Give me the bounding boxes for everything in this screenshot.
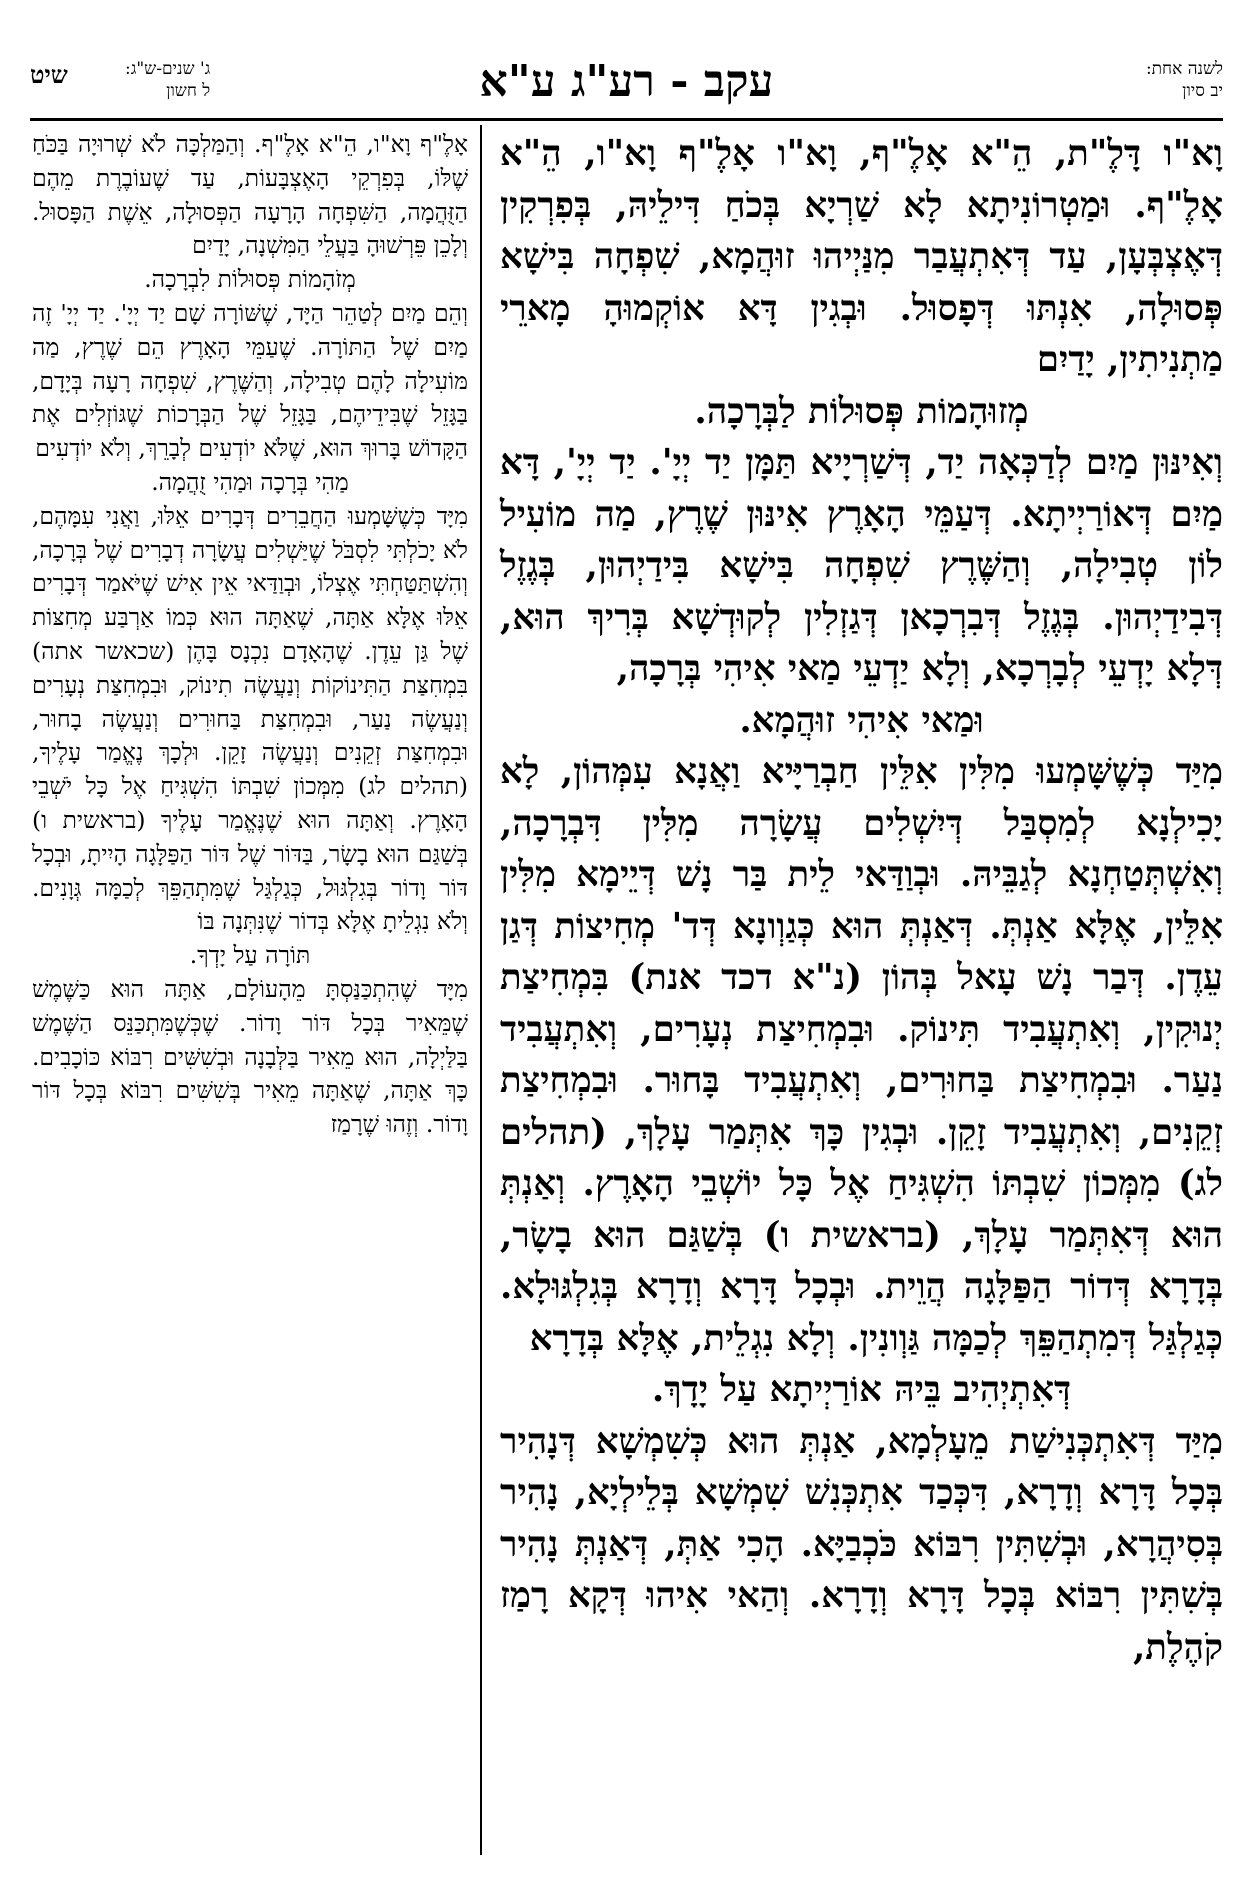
aramaic-paragraph: מִיַּד כְּשֶׁשָּׁמְעוּ מִלִּין אִלֵּין חַבְרַיָּיא וַאֲנָא עִמְּהוֹן, לָא יָכִילְנָא לְמִסְבַּל דְּיִשְׁלִים עֲשָׂרָה מִלִּין דִּבְרָכָה, וְאִשְׁתְּטַחְנָא לְגַבֵּיהּ. וּבְוַדַּאי לֵית בַּר נָשׁ דְּיֵימָא מִלִּין אִלֵּין, אֶלָּא אַנְתְּ. דְּאַנְתְּ הוּא כְּגַוְונָא דְּד' מְחִיצוֹת דְּגַן עֵדֶן. דְּבַר נָשׁ עָאל בְּהוֹן (נ"א דכד אנת) בִּמְחִיצַת יְנוּקִין, וְאִתְעֲבִיד תִּינוֹק. וּבִמְחִיצַת נְעָרִים, וְאִתְעֲבִיד נַעַר. וּבִמְחִיצַת בַּחוּרִים, וְאִתְעֲבִיד בָּחוּר. וּבִמְחִיצַת זְקֵנִים, וְאִתְעֲבִיד זָקֵן. וּבְגִין כָּךְ אִתְּמַר עָלָךְ, (תהלים לג) מִמְּכוֹן שִׁבְתּוֹ הִשְׁגִּיחַ אֶל כָּל יוֹשְׁבֵי הָאָרֶץ. וְאַנְתְּ הוּא דְּאִתְּמַר עָלָךְ, (בראשית ו) בְּשַׁגַּם הוּא בָשָׂר, בְּדָרָא דְּדוֹר הַפַּלָּגָה הֲוֵית. וּבְכָל דָּרָא וְדָרָא בְּגִלְגּוּלָא. כְּגַלְגַּל דְּמִתְהַפֵּךְ לְכַמָּה גַּוְונִין. וְלָא נִגְלֵית, אֶלָּא בְּדָרָא [500, 751, 1223, 1359]
aramaic-paragraph-end: מְזוּהָמוֹת פְּסוּלוֹת לַבְּרָכָה. [694, 390, 1029, 432]
schedule-three-years-date: ל חשון [166, 81, 211, 101]
column-divider [480, 125, 482, 1855]
page-header [30, 52, 1223, 122]
aramaic-paragraph: וְאִינּוּן מַיִם לְדַכְּאָה יַד, דְּשַׁרְיָיא תַּמָּן יַד יְיָ'. יַד יְיָ', דָּא מַיִם דְּאוֹרַיְיתָא. דְּעַמֵּי הָאָרֶץ אִינּוּן שֶׁרֶץ, מַה מוֹעִיל לוֹן טְבִילָה, וְהַשֶּׁרֶץ שִׁפְחָה בִּישָׁא בִּידַיְהוּן, בְּגֶזֶל דְּבִידַיְהוּן. בְּגֶזֶל דְּבִרְכָאן דְּגַזְלִין לְקוּדְשָׁא בְּרִיךְ הוּא, דְּלָא יָדְעֵי לְבָרְכָא, וְלָא יַדְעֵי מַאי אִיהִי בְּרָכָה, [500, 442, 1223, 689]
aramaic-paragraph-end: וּמַאי אִיהִי זוּהֲמָא. [739, 699, 984, 741]
aramaic-column [500, 128, 1223, 1673]
hebrew-paragraph: מִיָּד שֶׁהִתְכַּנַּסְתָּ מֵהָעוֹלָם, אַתָּה הוּא כַּשֶּׁמֶשׁ שֶׁמֵּאִיר בְּכָל דּוֹר וָדוֹר. שֶׁכְּשֶׁמִּתְכַּנֵּס הַשֶּׁמֶשׁ בַּלַּיְלָה, הוּא מֵאִיר בַּלְּבָנָה וּבְשִׁשִּׁים רִבּוֹא כּוֹכָבִים. כָּךְ אַתָּה, שֶׁאַתָּה מֵאִיר בְּשִׁשִּׁים רִבּוֹא בְּכָל דּוֹר וָדוֹר. וְזֶהוּ שֶׁרָמַז [32, 974, 468, 1139]
hebrew-translation-column [32, 128, 468, 1142]
hebrew-paragraph: מִיָּד כְּשֶׁשָּׁמְעוּ הַחֲבֵרִים דְּבָרִים אֵלּוּ, וַאֲנִי עִמָּהֶם, לֹא יָכֹלְתִּי לִסְבֹּל שֶׁיַּשְׁלִים עֲשָׂרָה דְבָרִים שֶׁל בְּרָכָה, וְהִשְׁתַּטַּחְתִּי אֶצְלוֹ, וּבְוַדַּאי אֵין אִישׁ שֶׁיֹּאמַר דְּבָרִים אֵלּוּ אֶלָּא אַתָּה, שֶׁאַתָּה הוּא כְּמוֹ אַרְבַּע מְחִצּוֹת שֶׁל גַּן עֵדֶן. שֶׁהָאָדָם נִכְנָס בָּהֶן (שכאשר אתה) בִּמְחִצַּת הַתִּינוֹקוֹת וְנַעֲשֶׂה תִינוֹק, וּבִמְחִצַּת נְעָרִים וְנַעֲשֶׂה נַעַר, וּבִמְחִצַּת בַּחוּרִים וְנַעֲשֶׂה בָחוּר, וּבִמְחִצַּת זְקֵנִים וְנַעֲשֶׂה זָקֵן. וּלְכָךְ נֶאֱמַר עָלֶיךָ, (תהלים לג) מִמְּכוֹן שִׁבְתּוֹ הִשְׁגִּיחַ אֶל כָּל יֹשְׁבֵי הָאָרֶץ. וְאַתָּה הוּא שֶׁנֶּאֱמַר עָלֶיךָ (בראשית ו) בְּשַׁגַּם הוּא בָשָׂר, בַּדּוֹר שֶׁל דּוֹר הַפַּלָּגָה הָיִיתָ, וּבְכָל דּוֹר וָדוֹר בְּגִלְגּוּל, כְּגַלְגַּל שֶׁמִּתְהַפֵּךְ לְכַמָּה גְּוָנִים. וְלֹא נִגְלֵיתָ אֶלָּא בְּדוֹר שֶׁנִּתְּנָה בּוֹ [32, 501, 468, 936]
aramaic-paragraph: וָא"ו דָּלֶ"ת, הֵ"א אָלֶ"ף, וָא"ו אָלֶ"ף וָא"ו, הֵ"א אָלֶ"ף. וּמַטְרוֹנִיתָא לָא שַׁרְיָא בְּכֹחַ דִּילֵיהּ, בְּפִרְקִין דְּאֶצְבְּעָן, עַד דְּאִתְעֲבַר מִנַּיְיהוּ זוּהֲמָא, שִׁפְחָה בִּישָׁא פְּסוּלָה, אִנְתּוּ דְּפָסוּל. וּבְגִין דָּא אוֹקְמוּהָ מָארֵי מַתְנִיתִין, יָדַיִם [500, 133, 1223, 380]
hebrew-paragraph-end: תּוֹרָה עַל יָדְךָ. [189, 941, 311, 970]
hebrew-paragraph: וְהֵם מַיִם לְטַהֵר הַיָּד, שֶׁשּׁוֹרָה שָׁם יַד יְיָ'. יַד יְיָ' זֶה מַיִם שֶׁל הַתּוֹרָה. שֶׁעַמֵּי הָאָרֶץ הֵם שֶׁרֶץ, מַה מּוֹעִילָה לָהֶם טְבִילָה, וְהַשֶּׁרֶץ, שִׁפְחָה רָעָה בְּיָדָם, בַּגָּזֵל שֶׁבִּידֵיהֶם, בַּגָּזֵל שֶׁל הַבְּרָכוֹת שֶׁגּוֹזְלִים אֶת הַקָּדוֹשׁ בָּרוּךְ הוּא, שֶׁלֹּא יוֹדְעִים לְבָרֵךְ, וְלֹא יוֹדְעִים [32, 298, 468, 463]
schedule-one-year-date: יב סיון [1182, 81, 1223, 101]
header-rule [30, 118, 1223, 121]
hebrew-paragraph-end: מַהִי בְּרָכָה וּמַהִי זֻהֲמָה. [151, 467, 349, 496]
page-title: עקב - רע"ג ע"א [479, 56, 774, 107]
hebrew-paragraph-end: מְזֹהָמוֹת פְּסוּלוֹת לִבְרָכָה. [144, 265, 356, 294]
aramaic-paragraph-end: דְּאִתְיְהִיב בֵּיהּ אוֹרַיְיתָא עַל יָדָךְ. [651, 1369, 1072, 1410]
schedule-one-year-label: לשנה אחת: [1145, 59, 1223, 79]
schedule-three-years [125, 58, 210, 102]
aramaic-paragraph: מִיַּד דְּאִתְכְּנִישַׁת מֵעָלְמָא, אַנְתְּ הוּא כְּשִׁמְשָׁא דְּנָהִיר בְּכָל דָּרָא וְדָרָא, דִּכְּכַד אִתְכְּנִשׁ שִׁמְשָׁא בְּלֵילְיָא, נָהִיר בְּסִיהֲרָא, וּבְשִׁתִּין רִבּוֹא כֹּכְבַיָּא. הָכִי אַתְּ, דְּאַנְתְּ נָהִיר בְּשִׁתִּין רִבּוֹא בְּכָל דָּרָא וְדָרָא. וְהַאי אִיהוּ דְּקָא רָמַז קֹהֶלֶת, [500, 1420, 1223, 1668]
schedule-three-years-label: ג' שנים-ש"ג: [125, 59, 211, 79]
hebrew-paragraph: אָלֶ"ף וָא"ו, הֵ"א אָלֶ"ף. וְהַמַּלְכָּה לֹא שְׁרוּיָה בַּכֹּחַ שֶׁלּוֹ, בְּפִרְקֵי הָאֶצְבָּעוֹת, עַד שֶׁעוֹבֶרֶת מֵהֶם הַזֻּהֲמָה, הַשִּׁפְחָה הָרָעָה הַפְּסוּלָה, אֵשֶׁת הַפָּסוּל. וְלָכֵן פֵּרְשׁוּהָ בַּעֲלֵי הַמִּשְׁנָה, יָדַיִם [32, 130, 468, 260]
page-number: שיט [30, 60, 68, 89]
